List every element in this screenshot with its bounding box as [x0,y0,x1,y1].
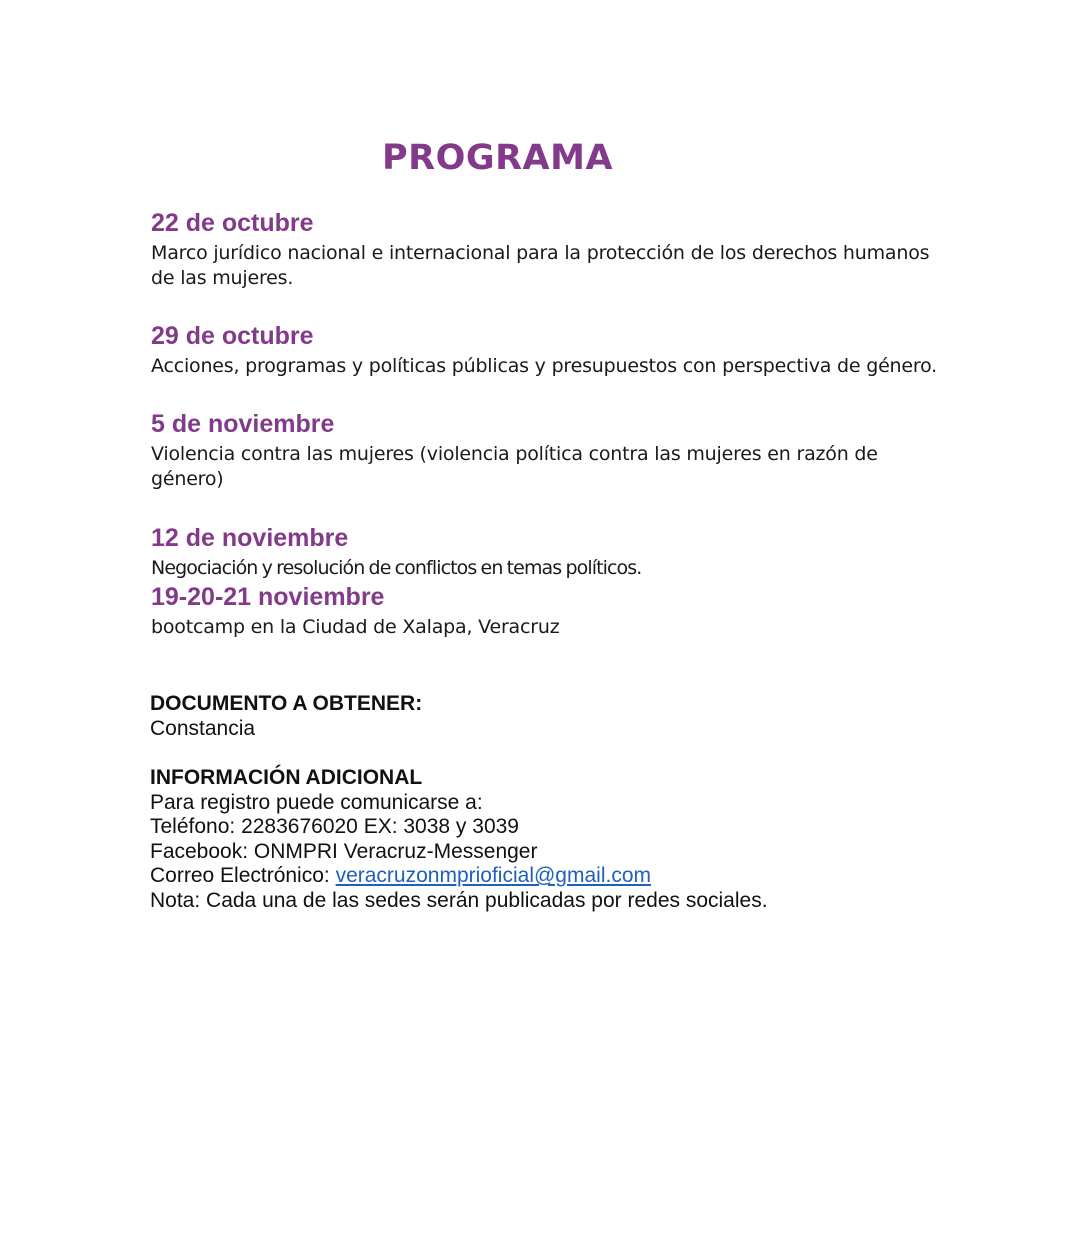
session-item [151,581,951,640]
session-item [151,522,951,581]
document-section [150,691,970,741]
facebook-line: Facebook: ONMPRI Veracruz-Messenger [150,839,538,863]
session-description: Marco jurídico nacional e internacional para la protección de los derechos humanos de las mujeres. [151,242,930,289]
session-description: Negociación y resolución de conflictos en temas políticos. [151,557,642,579]
session-date: 29 de octubre [151,322,314,350]
email-label: Correo Electrónico: [150,864,336,888]
document-value: Constancia [150,717,256,740]
email-line [150,864,970,888]
session-description: bootcamp en la Ciudad de Xalapa, Veracruz [151,616,560,638]
additional-info-section [150,765,970,913]
registration-line: Para registro puede comunicarse a: [150,791,483,814]
document-heading: DOCUMENTO A OBTENER: [150,692,423,715]
session-description: Acciones, programas y políticas públicas y presupuestos con perspectiva de género. [151,355,938,377]
session-date: 22 de octubre [151,209,314,237]
session-description: Violencia contra las mujeres (violencia política contra las mujeres en razón de género) [151,443,878,490]
email-link[interactable]: veracruzonmprioficial@gmail.com [335,864,651,888]
note-line: Nota: Cada una de las sedes serán publicadas por redes sociales. [150,888,768,912]
session-date: 12 de noviembre [151,524,349,552]
session-item [151,408,911,492]
session-item [151,320,951,379]
session-date: 5 de noviembre [151,410,335,438]
phone-line: Teléfono: 2283676020 EX: 3038 y 3039 [150,815,519,839]
additional-info-heading: INFORMACIÓN ADICIONAL [150,766,423,789]
session-item [151,207,951,291]
page-title: PROGRAMA [382,138,614,178]
session-date: 19-20-21 noviembre [151,583,385,611]
